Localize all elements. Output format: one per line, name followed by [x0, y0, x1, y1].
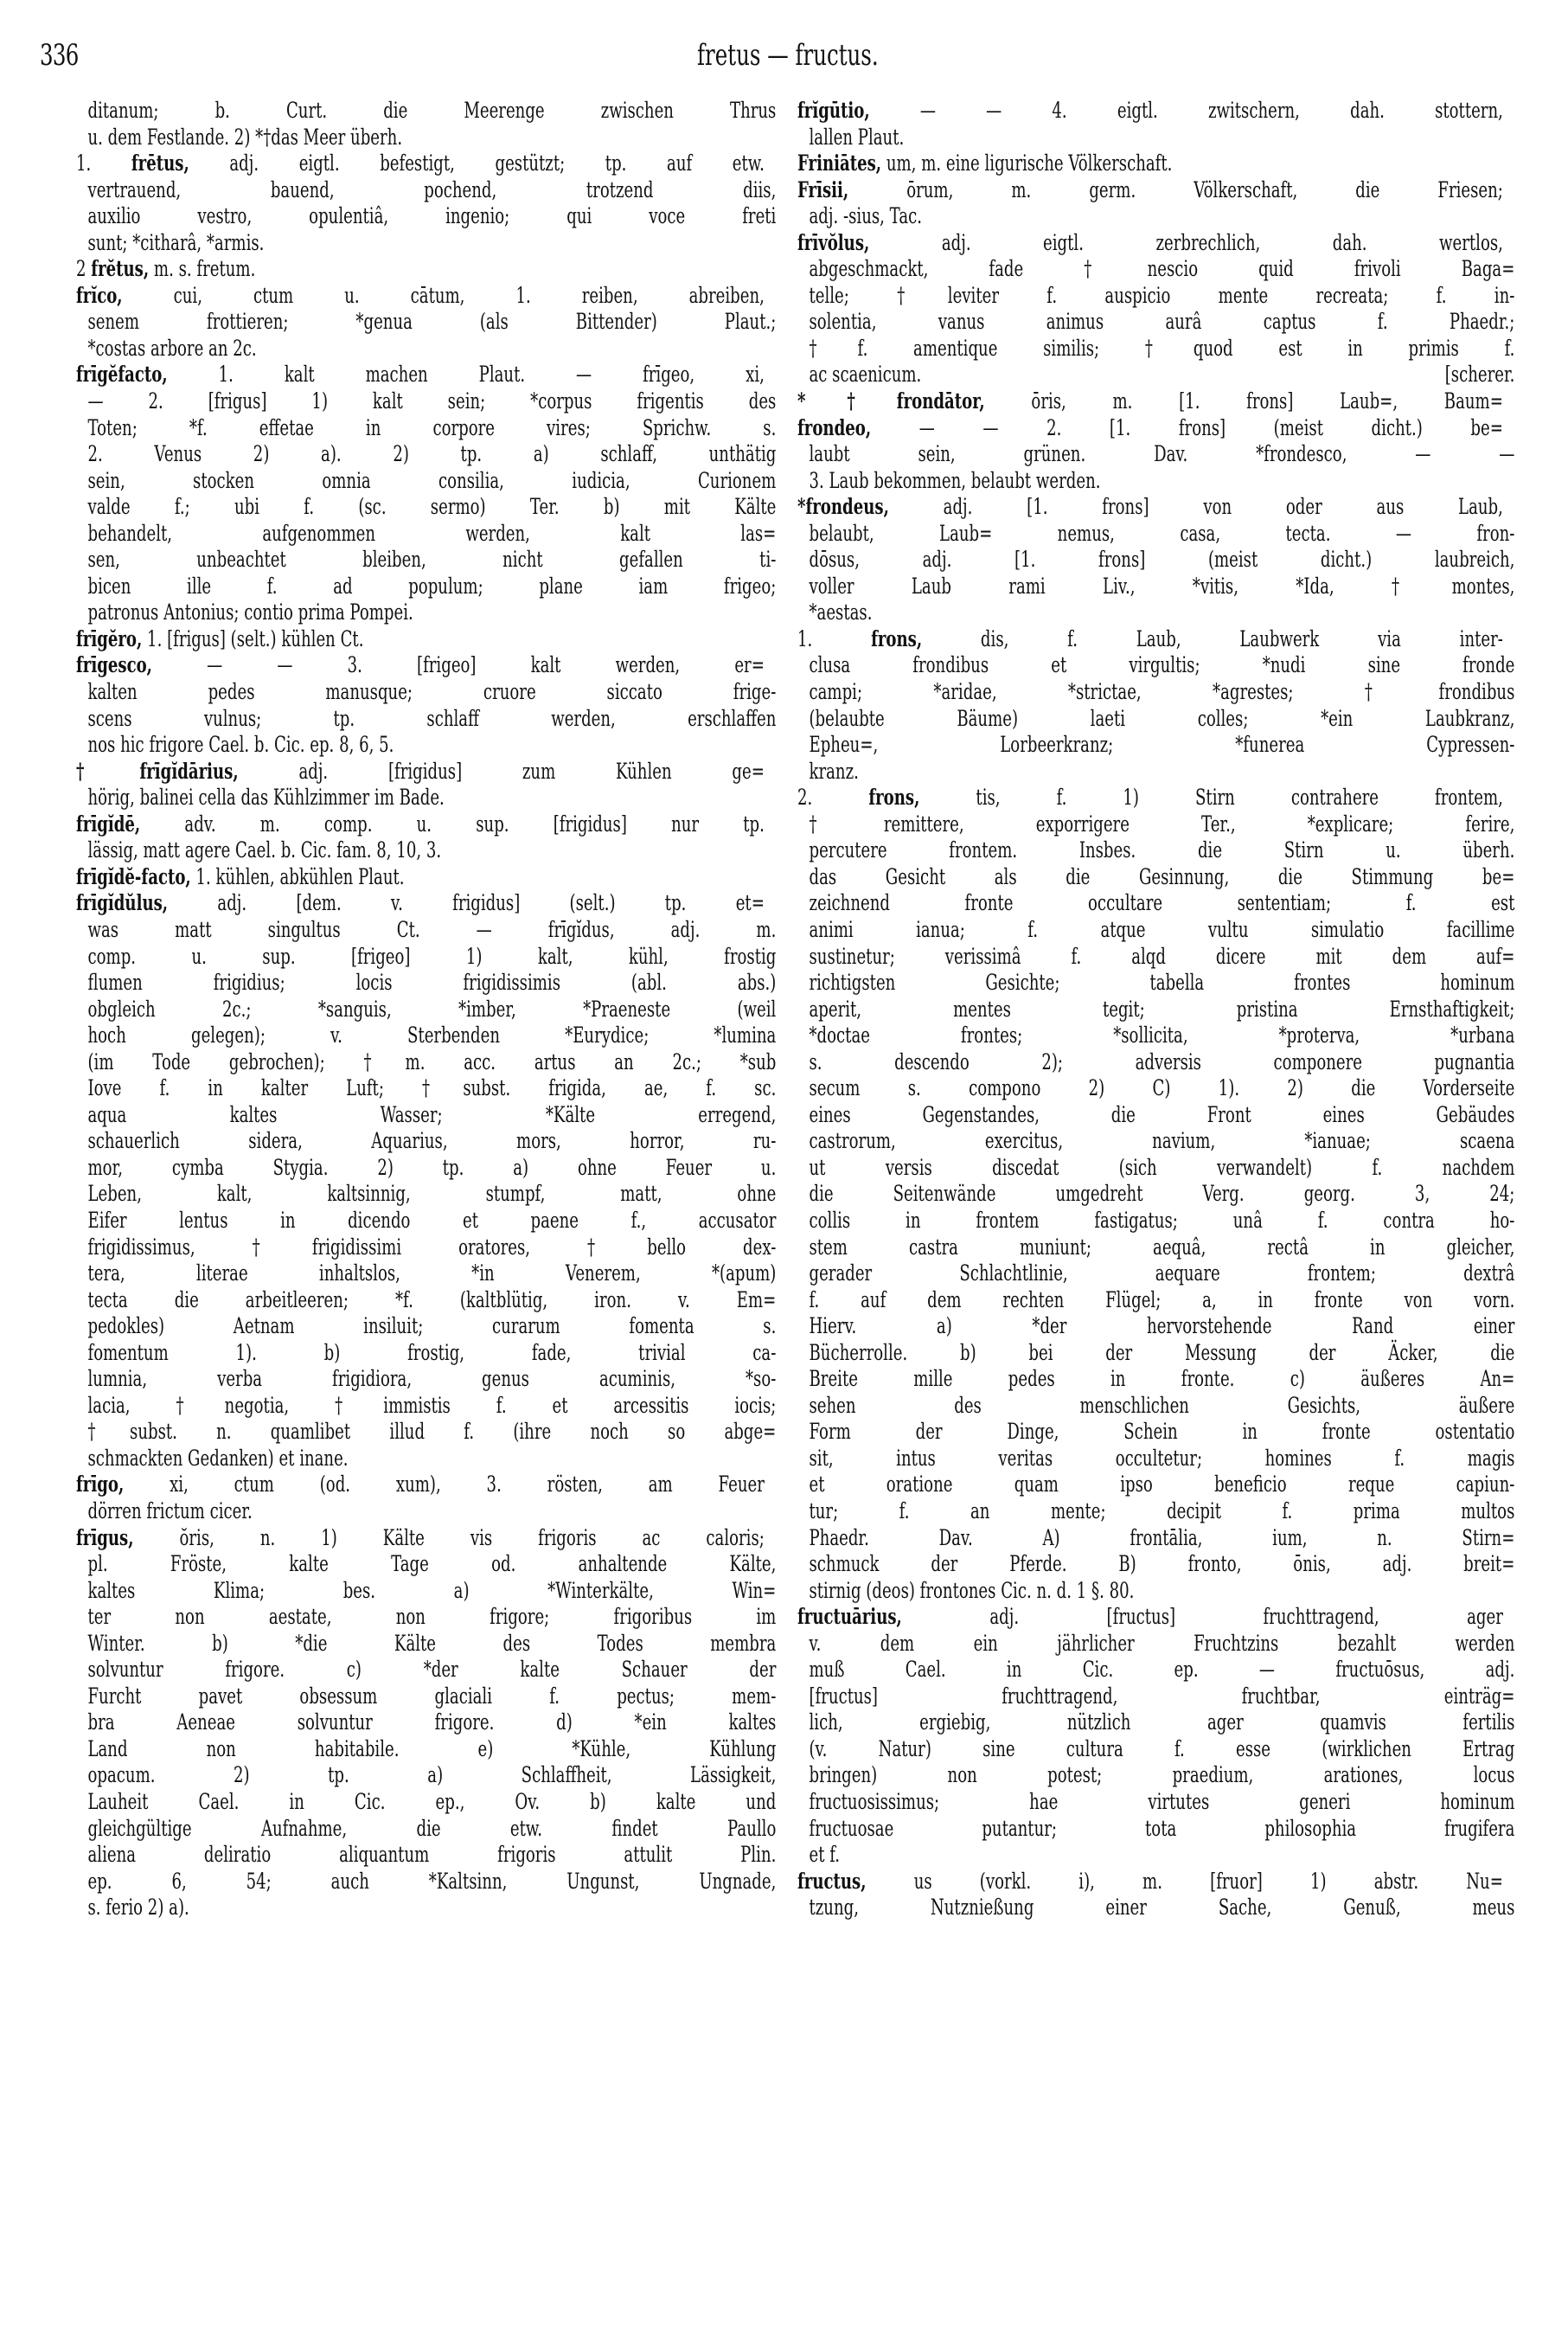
continuation-line: aliena deliratio aliquantum frigoris attulit Plin. [87, 1842, 777, 1869]
headword: †frīgĭdārius, [76, 758, 239, 785]
continuation-line: sunt; *citharâ, *armis. [87, 229, 265, 256]
continuation-line: eines Gegenstandes, die Front eines Gebäudes [809, 1101, 1515, 1128]
continuation-line: dōsus, adj. [1. frons] (meist dicht.) laubreich, [809, 547, 1515, 574]
continuation-line: patronus Antonius; contio prima Pompei. [87, 600, 413, 626]
headword: Friniātes, [797, 151, 882, 177]
continuation-line: tzung, Nutznießung einer Sache, Genuß, meus [809, 1895, 1515, 1921]
continuation-line: obgleich 2c.; *sanguis, *imber, *Praeneste (weil [87, 996, 777, 1023]
continuation-line: stirnig (deos) frontones Cic. n. d. 1 §. 80. [809, 1577, 1135, 1604]
headword: frĭco, [76, 282, 123, 309]
continuation-line: kranz. [809, 758, 859, 785]
continuation-line: das Gesicht als die Gesinnung, die Stimmung be= [809, 863, 1515, 890]
continuation-line: bicen ille f. ad populum; plane iam frigeo; [87, 573, 777, 600]
continuation-line: Breite mille pedes in fronte. c) äußeres An= [809, 1366, 1515, 1393]
continuation-line: frigidissimus, †frigidissimi oratores, †bello dex- [87, 1234, 777, 1260]
continuation-line: 3. Laub bekommen, belaubt werden. [809, 467, 1101, 494]
entry-line: 2 frĕtus, m. s. fretum. [76, 256, 256, 283]
continuation-line: Eifer lentus in dicendo et paene f., accusator [87, 1207, 777, 1234]
continuation-line: sen, unbeachtet bleiben, nicht gefallen ti- [87, 547, 777, 574]
entry-line: Friniātes, um, m. eine ligurische Völkerschaft. [797, 151, 1173, 177]
continuation-line: [fructus] fruchttragend, fruchtbar, einträg= [809, 1683, 1515, 1709]
left-column [76, 98, 777, 1921]
headword: frētus, [131, 151, 189, 177]
continuation-line: Epheu=, Lorbeerkranz; *funerea Cypressen- [809, 732, 1515, 759]
entry-line: 1. frētus, adj. eigtl. befestigt, gestützt; tp. auf etw. [76, 151, 765, 177]
continuation-line: hörig, balinei cella das Kühlzimmer im Bade. [87, 785, 445, 811]
continuation-line: solentia, vanus animus aurâ captus f. Phaedr.; [809, 309, 1515, 336]
continuation-line: tecta die arbeitleeren; *f. (kaltblütig, iron. v. Em= [87, 1286, 777, 1313]
continuation-line: lallen Plaut. [809, 124, 905, 151]
continuation-line: (v. Natur) sine cultura f. esse (wirklichen Ertrag [809, 1735, 1515, 1762]
continuation-line: Lauheit Cael. in Cic. ep., Ov. b) kalte und [87, 1789, 777, 1815]
continuation-line: (im Tode gebrochen); †m. acc. artus an 2c.; *sub [87, 1049, 777, 1075]
entry-line: Frīsii, ōrum, m. germ. Völkerschaft, die Friesen; [797, 176, 1503, 203]
continuation-line: valde f.; ubi f. (sc. sermo) Ter. b) mit Kälte [87, 494, 777, 521]
continuation-line: opacum. 2) tp. a) Schlaffheit, Lässigkeit, [87, 1762, 777, 1789]
headword: *frondeus, [797, 494, 889, 521]
continuation-line: v. dem ein jährlicher Fruchtzins bezahlt werden [809, 1630, 1515, 1657]
running-head: fretus — fructus. [697, 38, 879, 73]
entry-line: †frīgĭdārius, adj. [frigidus] zum Kühlen ge= [76, 758, 765, 785]
headword: frīgĭdē, [76, 811, 141, 837]
continuation-line: comp. u. sup. [frigeo] 1) kalt, kühl, frostig [87, 943, 777, 970]
continuation-line: sit, intus veritas occultetur; homines f. magis [809, 1445, 1515, 1472]
continuation-line: bringen) non potest; praedium, arationes, locus [809, 1762, 1515, 1789]
entry-line: frĭco, cui, ctum u. cātum, 1. reiben, abreiben, [76, 282, 765, 309]
continuation-line: Land non habitabile. e) *Kühle, Kühlung [87, 1735, 777, 1762]
headword: frīgĕro, [76, 625, 143, 652]
continuation-line: gleichgültige Aufnahme, die etw. findet Paullo [87, 1815, 777, 1842]
headword: frīvŏlus, [797, 229, 870, 256]
entry-line: frĭgūtio, — — 4. eigtl. zwitschern, dah. stottern, [797, 98, 1503, 124]
headword: frĭgūtio, [797, 98, 870, 124]
continuation-line: Winter. b) *die Kälte des Todes membra [87, 1630, 777, 1657]
entry-line: frīgĭdē, adv. m. comp. u. sup. [frigidus] nur tp. [76, 811, 765, 837]
right-column [797, 98, 1515, 1921]
continuation-line: belaubt, Laub= nemus, casa, tecta. — fron- [809, 520, 1515, 547]
entry-line: frīgĭdŭlus, adj. [dem. v. frigidus] (selt.) tp. et= [76, 890, 765, 917]
headword: fructuārius, [797, 1604, 902, 1631]
continuation-line: sehen des menschlichen Gesichts, äußere [809, 1392, 1515, 1419]
continuation-line: ter non aestate, non frigore; frigoribus im [87, 1604, 777, 1631]
continuation-line: mor, cymba Stygia. 2) tp. a) ohne Feuer u. [87, 1154, 777, 1181]
headword: frīgĭdŭlus, [76, 890, 169, 917]
continuation-line: et f. [809, 1842, 841, 1869]
continuation-line: vertrauend, bauend, pochend, trotzend diis, [87, 176, 777, 203]
continuation-line: Form der Dinge, Schein in fronte ostentatio [809, 1419, 1515, 1446]
continuation-line: pl. Fröste, kalte Tage od. anhaltende Kälte, [87, 1551, 777, 1578]
continuation-line: tera, literae inhaltslos, *in Venerem, *(apum) [87, 1260, 777, 1287]
continuation-line: telle; †leviter f. auspicio mente recreata; f. in- [809, 282, 1515, 309]
continuation-line: adj. -sius, Tac. [809, 203, 923, 230]
continuation-line: auxilio vestro, opulentiâ, ingenio; qui voce freti [87, 203, 777, 230]
continuation-line: fomentum 1). b) frostig, fade, trivial ca- [87, 1339, 777, 1366]
headword: frons, [871, 625, 923, 652]
entry-line: frīgesco, — — 3. [frigeo] kalt werden, er= [76, 652, 765, 679]
entry-line: fructus, us (vorkl. i), m. [fruor] 1) abstr. Nu= [797, 1868, 1503, 1895]
page-number: 336 [40, 38, 79, 73]
continuation-line: clusa frondibus et virgultis; *nudi sine fronde [809, 652, 1515, 679]
entry-line: frīvŏlus, adj. eigtl. zerbrechlich, dah. wertlos, [797, 229, 1503, 256]
continuation-line: secum s. compono 2) C) 1). 2) die Vorderseite [809, 1075, 1515, 1102]
continuation-line: animi ianua; f. atque vultu simulatio facillime [809, 916, 1515, 943]
headword: frīgesco, [76, 652, 152, 679]
entry-line: 2. frons, tis, f. 1) Stirn contrahere frontem, [797, 785, 1503, 811]
continuation-line: abgeschmackt, fade †nescio quid frivoli Baga= [809, 256, 1515, 283]
continuation-line: †f. amentique similis; †quod est in primis f. [809, 335, 1515, 362]
continuation-line: dörren frictum cicer. [87, 1497, 253, 1524]
continuation-line: lich, ergiebig, nützlich ager quamvis fertilis [809, 1709, 1515, 1736]
entry-line: frīgus, ŏris, n. 1) Kälte vis frigoris ac caloris; [76, 1524, 765, 1551]
continuation-line: tur; f. an mente; decipit f. prima multos [809, 1497, 1515, 1524]
continuation-line: sustinetur; verissimâ f. alqd dicere mit dem auf= [809, 943, 1515, 970]
headword: *†frondātor, [797, 388, 985, 415]
continuation-line: *doctae frontes; *sollicita, *proterva, *urbana [809, 1023, 1515, 1049]
continuation-line: Hierv. a) *der hervorstehende Rand einer [809, 1313, 1515, 1340]
continuation-line: stem castra muniunt; aequâ, rectâ in gleicher, [809, 1234, 1515, 1260]
continuation-line: flumen frigidius; locis frigidissimis (abl. abs.) [87, 970, 777, 997]
continuation-line: schauerlich sidera, Aquarius, mors, horror, ru- [87, 1128, 777, 1155]
continuation-line: schmuck der Pferde. B) fronto, ōnis, adj. breit= [809, 1551, 1515, 1578]
continuation-line: aperit, mentes tegit; pristina Ernsthaftigkeit; [809, 996, 1515, 1023]
continuation-line: muß Cael. in Cic. ep. — fructuōsus, adj. [809, 1657, 1515, 1683]
continuation-line: kalten pedes manusque; cruore siccato frige- [87, 679, 777, 706]
continuation-line: campi; *aridae, *strictae, *agrestes; †frondibus [809, 679, 1515, 706]
continuation-line: s. descendo 2); adversis componere pugnantia [809, 1049, 1515, 1075]
continuation-line: †remittere, exporrigere Ter., *explicare; ferire, [809, 811, 1515, 837]
entry-line: frīgĕro, 1. [frigus] (selt.) kühlen Ct. [76, 625, 364, 652]
continuation-line: lacia, †negotia, †immistis f. et arcessitis iocis; [87, 1392, 777, 1419]
entry-line: fructuārius, adj. [fructus] fruchttragend, ager [797, 1604, 1503, 1631]
continuation-line: solvuntur frigore. c) *der kalte Schauer der [87, 1657, 777, 1683]
continuation-line: pedokles) Aetnam insiluit; curarum fomenta s. [87, 1313, 777, 1340]
continuation-line: ditanum; b. Curt. die Meerenge zwischen Thrus [87, 98, 777, 124]
continuation-line: sein, stocken omnia consilia, iudicia, Curionem [87, 467, 777, 494]
entry-line: frīgĭdĕ-facto, 1. kühlen, abkühlen Plaut. [76, 863, 405, 890]
headword: frīgus, [76, 1524, 134, 1551]
continuation-line: lumnia, verba frigidiora, genus acuminis, *so- [87, 1366, 777, 1393]
continuation-line: Bücherrolle. b) bei der Messung der Äcker, die [809, 1339, 1515, 1366]
continuation-line: hoch gelegen); v. Sterbenden *Eurydice; *lumina [87, 1023, 777, 1049]
continuation-line: zeichnend fronte occultare sententiam; f. est [809, 890, 1515, 917]
continuation-line: gerader Schlachtlinie, aequare frontem; dextrâ [809, 1260, 1515, 1287]
headword: frīgo, [76, 1472, 125, 1498]
continuation-line: †subst. n. quamlibet illud f. (ihre noch so abge= [87, 1419, 777, 1446]
headword: frĕtus, [91, 256, 150, 283]
headword: fructus, [797, 1868, 867, 1895]
margin-note: [scherer. [1444, 362, 1515, 388]
entry-line: frīgo, xi, ctum (od. xum), 3. rösten, am Feuer [76, 1472, 765, 1498]
continuation-line: aqua kaltes Wasser; *Kälte erregend, [87, 1101, 777, 1128]
headword: frons, [868, 785, 920, 811]
continuation-line: Furcht pavet obsessum glaciali f. pectus; mem- [87, 1683, 777, 1709]
entry-line: *†frondātor, ōris, m. [1. frons] Laub=, Baum= [797, 388, 1503, 415]
headword: Frīsii, [797, 176, 849, 203]
continuation-line: Leben, kalt, kaltsinnig, stumpf, matt, ohne [87, 1181, 777, 1208]
continuation-line: s. ferio 2) a). [87, 1895, 189, 1921]
continuation-line: fructuosissimus; hae virtutes generi hominum [809, 1789, 1515, 1815]
entry-line: *frondeus, adj. [1. frons] von oder aus Laub, [797, 494, 1503, 521]
continuation-line: die Seitenwände umgedreht Verg. georg. 3, 24; [809, 1181, 1515, 1208]
entry-line: 1. frons, dis, f. Laub, Laubwerk via inter- [797, 625, 1503, 652]
continuation-line: ut versis discedat (sich verwandelt) f. nachdem [809, 1154, 1515, 1181]
continuation-line: behandelt, aufgenommen werden, kalt las= [87, 520, 777, 547]
continuation-line: was matt singultus Ct. — frīgĭdus, adj. m. [87, 916, 777, 943]
entry-line: frondeo, — — 2. [1. frons] (meist dicht.) be= [797, 414, 1503, 441]
continuation-line: ep. 6, 54; auch *Kaltsinn, Ungunst, Ungnade, [87, 1868, 777, 1895]
continuation-line: bra Aeneae solvuntur frigore. d) *ein kaltes [87, 1709, 777, 1736]
continuation-line: u. dem Festlande. 2) *†das Meer überh. [87, 124, 403, 151]
continuation-line: richtigsten Gesichte; tabella frontes hominum [809, 970, 1515, 997]
continuation-line: *costas arbore an 2c. [87, 335, 257, 362]
continuation-line: collis in frontem fastigatus; unâ f. contra ho- [809, 1207, 1515, 1234]
continuation-line: *aestas. [809, 600, 873, 626]
continuation-line: f. auf dem rechten Flügel; a, in fronte von vorn. [809, 1286, 1515, 1313]
entry-line: frīgĕfacto, 1. kalt machen Plaut. — frīgeo, xi, [76, 362, 765, 388]
continuation-line: et oratione quam ipso beneficio reque capiun- [809, 1472, 1515, 1498]
continuation-line: schmackten Gedanken) et inane. [87, 1445, 349, 1472]
continuation-line: — 2. [frigus] 1) kalt sein; *corpus frigentis des [87, 388, 777, 415]
headword: frondeo, [797, 414, 872, 441]
continuation-line: fructuosae putantur; tota philosophia frugifera [809, 1815, 1515, 1842]
continuation-line: Iove f. in kalter Luft; †subst. frigida, ae, f. sc. [87, 1075, 777, 1102]
continuation-line: kaltes Klima; bes. a) *Winterkälte, Win= [87, 1577, 777, 1604]
continuation-line: senem frottieren; *genua (als Bittender) Plaut.; [87, 309, 777, 336]
headword: frīgĭdĕ-facto, [76, 863, 191, 890]
continuation-line: Toten; *f. effetae in corpore vires; Sprichw. s. [87, 414, 777, 441]
continuation-line: 2. Venus 2) a). 2) tp. a) schlaff, unthätig [87, 441, 777, 468]
continuation-line: percutere frontem. Insbes. die Stirn u. überh. [809, 837, 1515, 864]
continuation-line: scens vulnus; tp. schlaff werden, erschlaffen [87, 705, 777, 732]
continuation-line: ac scaenicum. [scherer. [809, 362, 1515, 388]
continuation-line: nos hic frigore Cael. b. Cic. ep. 8, 6, 5. [87, 732, 394, 759]
continuation-line: Phaedr. Dav. A) frontālia, ium, n. Stirn= [809, 1524, 1515, 1551]
headword: frīgĕfacto, [76, 362, 168, 388]
continuation-line: castrorum, exercitus, navium, *ianuae; scaena [809, 1128, 1515, 1155]
continuation-line: lässig, matt agere Cael. b. Cic. fam. 8, 10, 3. [87, 837, 442, 864]
continuation-line: (belaubte Bäume) laeti colles; *ein Laubkranz, [809, 705, 1515, 732]
continuation-line: laubt sein, grünen. Dav. *frondesco, — — [809, 441, 1515, 468]
page-header [0, 38, 1568, 73]
continuation-line: voller Laub rami Liv., *vitis, *Ida, †montes, [809, 573, 1515, 600]
